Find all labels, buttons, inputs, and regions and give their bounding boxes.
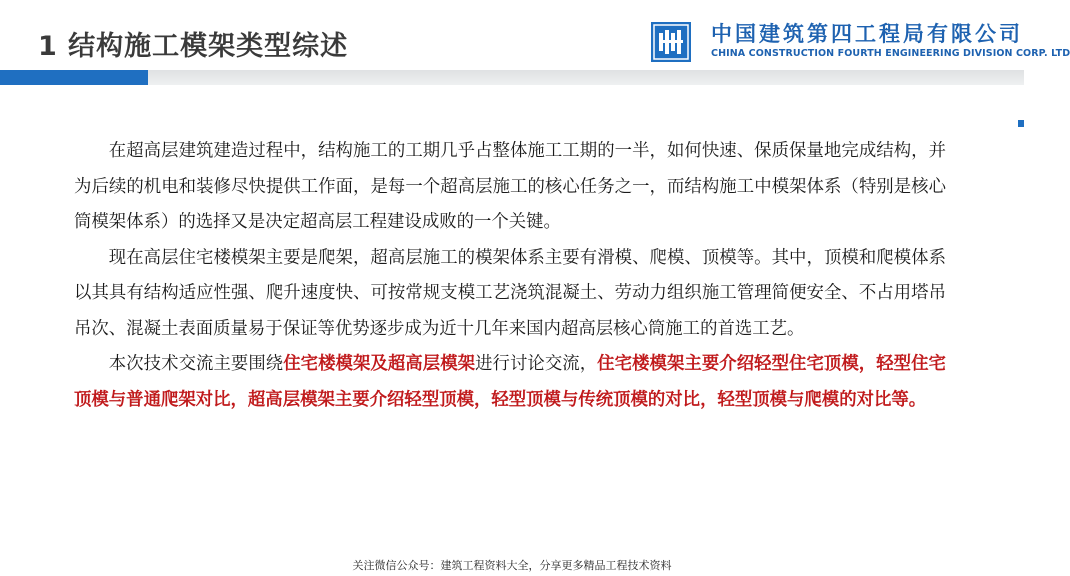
company-name-en: CHINA CONSTRUCTION FOURTH ENGINEERING DIVISION CORP. LTD: [711, 48, 1070, 59]
highlight-details: 住宅楼模架主要介绍轻型住宅顶模，轻型住宅顶模与普通爬架对比，超高层模架主要介绍轻型顶模，轻型顶模与传统顶模的对比，轻型顶模与爬模的对比等。: [74, 354, 946, 410]
body-text: [74, 134, 946, 418]
company-name-cn: 中国建筑第四工程局有限公司: [711, 22, 1023, 46]
company-logo-icon: [651, 22, 691, 62]
slide-header: [0, 0, 1070, 84]
footer-note: 关注微信公众号：建筑工程资料大全，分享更多精品工程技术资料: [352, 559, 672, 572]
paragraph-1: 在超高层建筑建造过程中，结构施工的工期几乎占整体施工工期的一半，如何快速、保质保量地完成结构，并为后续的机电和装修尽快提供工作面，是每一个超高层施工的核心任务之一，而结构施工中模架体系（特别是核心筒模架体系）的选择又是决定超高层工程建设成败的一个关键。: [74, 141, 946, 232]
paragraph-3: [74, 347, 946, 418]
header-divider-bar: [0, 70, 1024, 85]
paragraph-3-intro: 本次技术交流主要围绕: [108, 354, 284, 374]
edge-accent-mark: [1018, 120, 1024, 127]
highlight-topic: 住宅楼模架及超高层模架: [283, 354, 476, 374]
header-accent-bar: [0, 70, 148, 85]
slide-title: 1 结构施工模架类型综述: [38, 31, 349, 62]
paragraph-3-middle: 进行讨论交流，: [475, 354, 598, 374]
paragraph-2: 现在高层住宅楼模架主要是爬架，超高层施工的模架体系主要有滑模、爬模、顶模等。其中，顶模和爬模体系以其具有结构适应性强、爬升速度快、可按常规支模工艺浇筑混凝土、劳动力组织施工管理简便安全、不占用塔吊吊次、混凝土表面质量易于保证等优势逐步成为近十几年来国内超高层核心筒施工的首选工艺。: [74, 247, 946, 339]
